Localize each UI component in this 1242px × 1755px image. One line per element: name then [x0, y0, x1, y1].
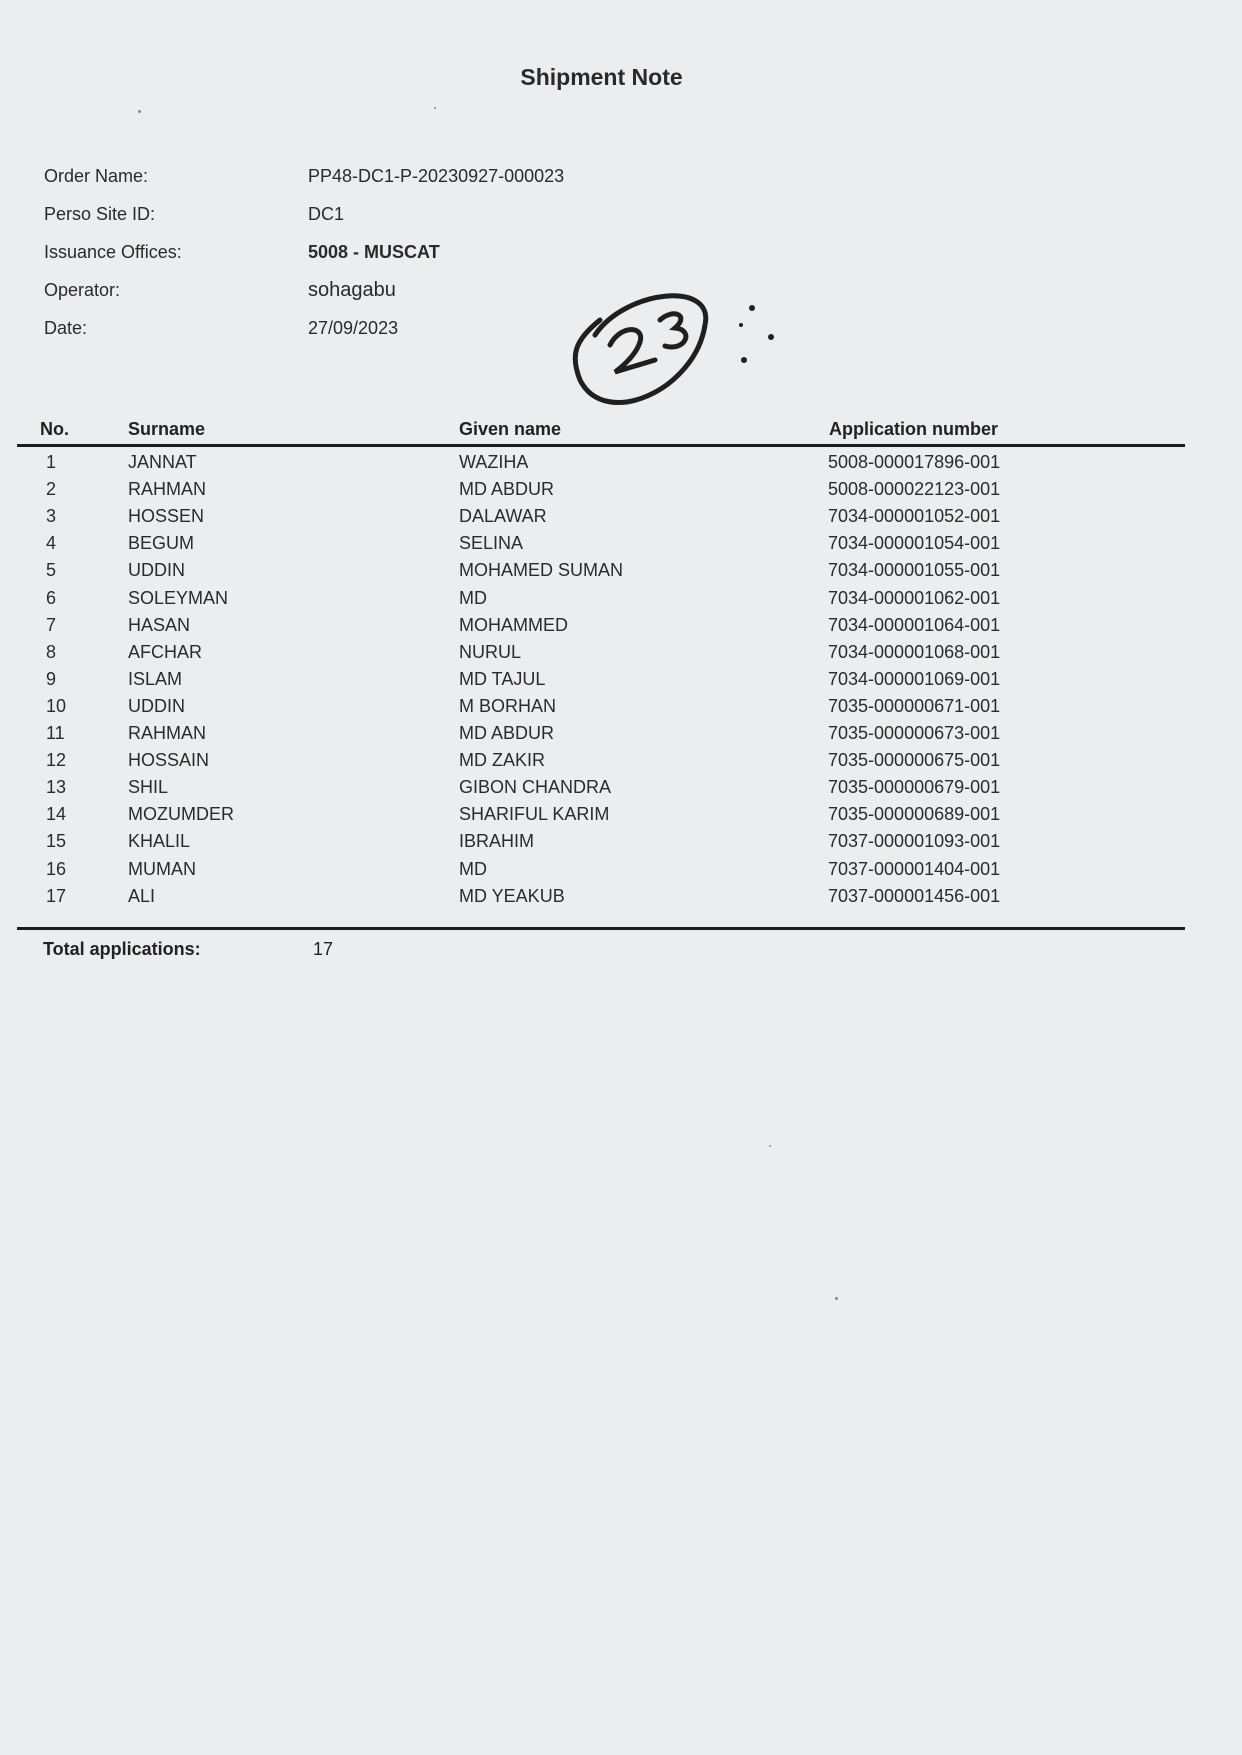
table-row: [0, 506, 1242, 532]
row-number: 3: [46, 506, 57, 527]
row-number: 16: [46, 858, 67, 879]
table-row: [0, 723, 1242, 749]
row-number: 10: [46, 695, 67, 716]
application-number-cell: 7037-000001093-001: [828, 831, 1001, 852]
table-row: [0, 588, 1242, 614]
application-number-cell: 7034-000001064-001: [828, 614, 1001, 635]
col-header-surname: Surname: [128, 419, 206, 439]
given-name-cell: GIBON CHANDRA: [459, 777, 612, 798]
row-number: 12: [46, 750, 67, 771]
row-number: 17: [46, 885, 67, 906]
surname-cell: ALI: [128, 885, 156, 906]
application-number-cell: 7034-000001054-001: [828, 533, 1001, 554]
row-number: 2: [46, 479, 57, 500]
row-number: 8: [46, 641, 57, 662]
surname-cell: ISLAM: [128, 668, 183, 689]
application-number-cell: 7034-000001069-001: [828, 668, 1001, 689]
table-row: [0, 669, 1242, 695]
application-number-cell: 7035-000000671-001: [828, 695, 1001, 716]
surname-cell: KHALIL: [128, 831, 191, 852]
table-row: [0, 560, 1242, 586]
document-title: Shipment Note: [520, 64, 683, 90]
application-number-cell: 7034-000001052-001: [828, 506, 1001, 527]
table-row: [0, 642, 1242, 668]
scan-speck: [434, 107, 436, 109]
application-number-cell: 7035-000000673-001: [828, 723, 1001, 743]
row-number: 7: [46, 614, 57, 635]
surname-cell: JANNAT: [128, 452, 197, 472]
order-name-value: PP48-DC1-P-20230927-000023: [308, 166, 565, 186]
row-number: 9: [46, 668, 57, 689]
issuance-offices-value: 5008 - MUSCAT: [308, 242, 440, 262]
application-number-cell: 7034-000001068-001: [828, 641, 1001, 662]
given-name-cell: MOHAMMED: [459, 614, 568, 635]
total-applications-label: Total applications:: [43, 939, 201, 959]
row-number: 14: [46, 804, 67, 825]
given-name-cell: SHARIFUL KARIM: [459, 804, 610, 825]
row-number: 1: [46, 452, 57, 472]
given-name-cell: IBRAHIM: [459, 831, 535, 852]
given-name-cell: M BORHAN: [459, 695, 557, 716]
perso-site-id-value: DC1: [308, 204, 345, 224]
surname-cell: UDDIN: [128, 560, 185, 581]
given-name-cell: MD ABDUR: [459, 479, 555, 500]
surname-cell: MOZUMDER: [128, 804, 234, 825]
surname-cell: SHIL: [128, 777, 169, 798]
table-row: [0, 750, 1242, 776]
application-number-cell: 7037-000001456-001: [828, 885, 1001, 906]
surname-cell: BEGUM: [128, 533, 195, 554]
given-name-cell: SELINA: [459, 533, 524, 554]
given-name-cell: MD ZAKIR: [459, 750, 546, 771]
application-number-cell: 7035-000000679-001: [828, 777, 1001, 798]
scan-speck: [835, 1297, 838, 1300]
row-number: 4: [46, 533, 57, 554]
total-applications-value: 17: [313, 939, 334, 959]
table-row: [0, 533, 1242, 559]
application-number-cell: 7037-000001404-001: [828, 858, 1001, 879]
issuance-offices-label: Issuance Offices:: [44, 242, 182, 262]
row-number: 6: [46, 587, 57, 608]
given-name-cell: DALAWAR: [459, 506, 547, 527]
table-row: [0, 479, 1242, 505]
operator-value: sohagabu: [308, 279, 396, 301]
table-row: [0, 804, 1242, 830]
surname-cell: RAHMAN: [128, 723, 207, 743]
application-number-cell: 7035-000000675-001: [828, 750, 1001, 771]
application-number-cell: 7035-000000689-001: [828, 804, 1001, 825]
col-header-given-name: Given name: [459, 419, 562, 439]
table-row: [0, 615, 1242, 641]
given-name-cell: MD: [459, 587, 487, 608]
date-label: Date:: [44, 318, 88, 338]
surname-cell: UDDIN: [128, 695, 185, 716]
scan-speck: [138, 110, 141, 113]
table-row: [0, 859, 1242, 885]
given-name-cell: MD ABDUR: [459, 723, 555, 743]
surname-cell: SOLEYMAN: [128, 587, 229, 608]
table-row: [0, 696, 1242, 722]
col-header-no: No.: [40, 419, 69, 439]
application-number-cell: 5008-000017896-001: [828, 452, 1001, 472]
surname-cell: HOSSAIN: [128, 750, 210, 771]
header-divider: [17, 444, 1185, 447]
table-row: [0, 831, 1242, 857]
date-value: 27/09/2023: [308, 318, 399, 338]
given-name-cell: NURUL: [459, 641, 522, 662]
col-header-application-number: Application number: [829, 419, 999, 439]
application-number-cell: 5008-000022123-001: [828, 479, 1001, 500]
given-name-cell: WAZIHA: [459, 452, 529, 472]
table-row: [0, 886, 1242, 912]
table-row: [0, 452, 1242, 478]
operator-label: Operator:: [44, 280, 121, 300]
application-number-cell: 7034-000001062-001: [828, 587, 1001, 608]
given-name-cell: MOHAMED SUMAN: [459, 560, 624, 581]
row-number: 15: [46, 831, 67, 852]
surname-cell: AFCHAR: [128, 641, 203, 662]
order-name-label: Order Name:: [44, 166, 149, 186]
surname-cell: MUMAN: [128, 858, 196, 879]
perso-site-id-label: Perso Site ID:: [44, 204, 156, 224]
row-number: 5: [46, 560, 57, 581]
handwritten-annotation: [555, 280, 815, 430]
surname-cell: RAHMAN: [128, 479, 207, 500]
surname-cell: HASAN: [128, 614, 191, 635]
given-name-cell: MD YEAKUB: [459, 885, 565, 906]
footer-divider: [17, 927, 1185, 930]
scan-speck: [769, 1145, 771, 1147]
given-name-cell: MD TAJUL: [459, 668, 546, 689]
row-number: 11: [46, 723, 65, 743]
row-number: 13: [46, 777, 67, 798]
surname-cell: HOSSEN: [128, 506, 205, 527]
table-row: [0, 777, 1242, 803]
application-number-cell: 7034-000001055-001: [828, 560, 1001, 581]
given-name-cell: MD: [459, 858, 487, 879]
